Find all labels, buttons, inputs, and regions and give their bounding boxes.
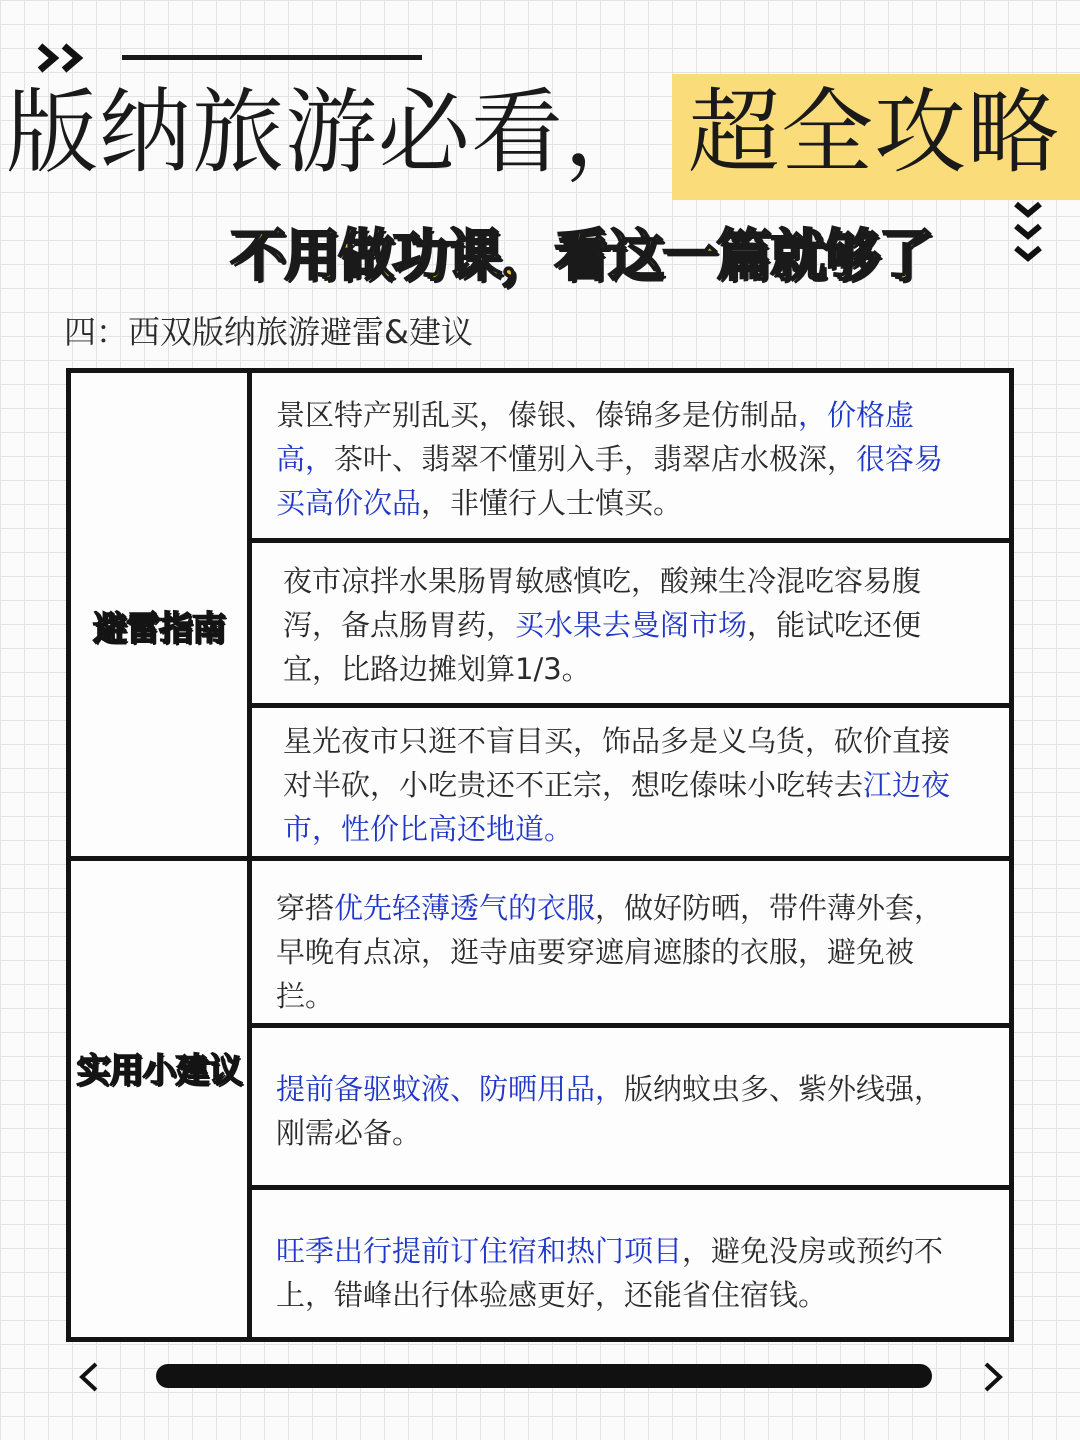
cell-text: 夜市凉拌水果肠胃敏感慎吃，酸辣生冷混吃容易腹泻，备点肠胃药， [283, 564, 922, 642]
double-chevron-right-icon [36, 40, 92, 76]
table-cell [276, 886, 969, 1018]
cell-text: 茶叶、翡翠不懂别入手，翡翠店水极深， [334, 442, 857, 476]
table-cell [276, 1229, 969, 1317]
row-divider [252, 1023, 1009, 1028]
row-divider [252, 1185, 1009, 1190]
page-title: 版纳旅游必看， [6, 79, 658, 186]
table-cell [283, 559, 969, 691]
triple-chevron-down-icon [1010, 200, 1046, 272]
cell-text: ，能试吃还便宜，比路边摊划算1/3。 [283, 608, 922, 686]
header-rule [122, 55, 422, 60]
cell-text: ，做好防晒，带件薄外套，早晚有点凉，逛寺庙要穿遮肩遮膝的衣服，避免被拦。 [276, 891, 944, 1013]
chevron-left-icon[interactable] [76, 1360, 102, 1394]
emphasis-text: ，价格虚高， [276, 398, 915, 476]
emphasis-text: 买水果去曼阁市场 [515, 608, 748, 642]
group-label-avoid-guide: 避雷指南 [93, 609, 225, 649]
table-cell [283, 719, 969, 851]
group-divider [71, 856, 1009, 861]
row-divider [252, 538, 1009, 543]
table-cell [276, 1067, 969, 1155]
cell-text: 版纳蚊虫多、紫外线强，刚需必备。 [276, 1072, 944, 1150]
table-divider-vertical [247, 373, 252, 1337]
emphasis-text: 提前备驱蚊液、防晒用品， [276, 1072, 625, 1106]
page-title-highlight: 超全攻略 [688, 79, 1061, 186]
row-divider [252, 703, 1009, 708]
emphasis-text: 江边夜市，性价比高还地道。 [283, 768, 951, 846]
emphasis-text: 优先轻薄透气的衣服 [334, 891, 596, 925]
group-label-tips: 实用小建议 [76, 1051, 242, 1091]
cell-text: ，非懂行人士慎买。 [421, 486, 683, 520]
chevron-right-icon[interactable] [980, 1360, 1006, 1394]
cell-text: 穿搭 [276, 891, 335, 925]
tips-table [66, 368, 1014, 1342]
table-cell [276, 393, 969, 525]
horizontal-scrollbar[interactable] [156, 1364, 932, 1388]
emphasis-text: 旺季出行提前订住宿和热门项目 [276, 1234, 683, 1268]
section-title: 四：西双版纳旅游避雷&建议 [64, 313, 473, 351]
cell-text: 景区特产别乱买，傣银、傣锦多是仿制品 [276, 398, 799, 432]
cell-text: 星光夜市只逛不盲目买，饰品多是义乌货，砍价直接对半砍，小吃贵还不正宗，想吃傣味小吃转去 [283, 724, 951, 802]
subtitle: 不用做功课，看这一篇就够了 [230, 224, 932, 289]
emphasis-text: 很容易买高价次品 [276, 442, 944, 520]
cell-text: ，避免没房或预约不上，错峰出行体验感更好，还能省住宿钱。 [276, 1234, 944, 1312]
